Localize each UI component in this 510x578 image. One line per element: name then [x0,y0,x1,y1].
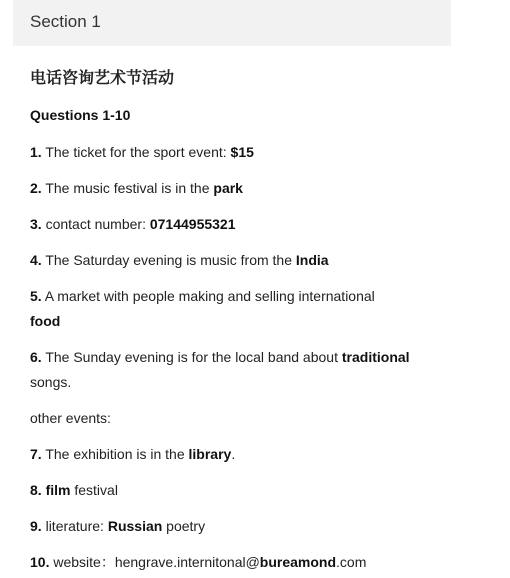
question-4 [30,248,329,273]
question-suffix: .com [336,554,367,570]
question-9 [30,514,205,539]
question-number: 6. [30,349,42,365]
question-suffix: . [231,446,236,462]
question-2 [30,176,243,201]
answer: food [30,313,61,329]
question-text: festival [70,482,118,498]
question-number: 5. [30,288,42,304]
question-5 [30,284,375,309]
question-suffix: poetry [162,518,206,534]
questions-range-label: Questions 1-10 [30,107,131,123]
question-number: 9. [30,518,42,534]
page-heading: 电话咨询艺术节活动 [30,68,175,87]
question-text: The Sunday evening is for the local band about [41,349,342,365]
question-text: website：hengrave.internitonal@ [49,554,260,570]
answer: traditional [341,349,410,365]
question-text: The ticket for the sport event: [41,144,231,160]
answer: $15 [230,144,254,160]
answer: bureamond [259,554,337,570]
answer: film [45,482,71,498]
question-1 [30,140,254,165]
question-5-continued [30,309,60,334]
question-text: A market with people making and selling international [41,288,375,304]
section-title: Section 1 [30,12,101,31]
question-text: The exhibition is in the [41,446,189,462]
question-number: 2. [30,180,42,196]
question-10 [30,550,366,575]
answer: India [295,252,329,268]
question-text: literature: [41,518,108,534]
answer: 07144955321 [149,216,236,232]
answer: park [213,180,243,196]
question-number: 10. [30,554,50,570]
question-number: 1. [30,144,42,160]
question-number: 3. [30,216,42,232]
question-text: songs. [30,374,72,390]
question-text: The music festival is in the [41,180,214,196]
question-number: 7. [30,446,42,462]
answer: library [188,446,232,462]
question-text: contact number: [41,216,150,232]
answer: Russian [107,518,163,534]
question-6-continued [30,370,71,395]
section-header [13,0,451,46]
question-3 [30,212,236,237]
question-6 [30,345,410,370]
question-number: 8. [30,482,42,498]
question-7 [30,442,235,467]
question-text: The Saturday evening is music from the [41,252,296,268]
question-8 [30,478,118,503]
other-events-label: other events: [30,410,111,426]
question-number: 4. [30,252,42,268]
